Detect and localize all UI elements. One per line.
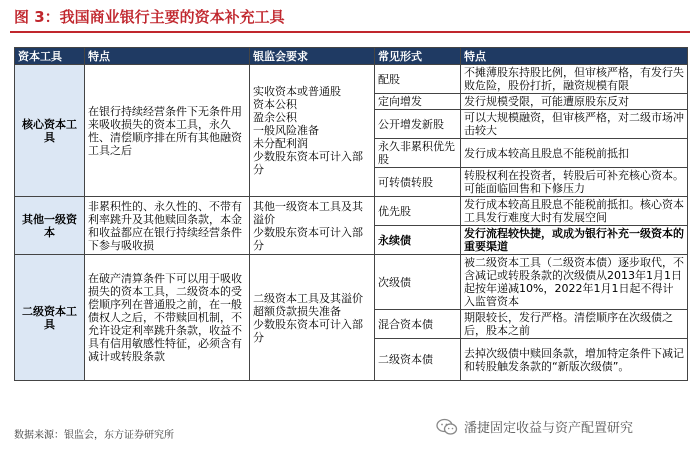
core-requirement-cell: 实收资本或普通股 资本公积 盈余公积 一般风险准备 未分配利润 少数股东资本可计入部分 <box>250 65 375 197</box>
form-feature-cell: 发行流程较快捷，或成为银行补充一级资本的重要渠道 <box>461 226 688 255</box>
form-name-cell: 混合资本债 <box>375 310 461 339</box>
form-name-cell: 优先股 <box>375 197 461 226</box>
source-note: 数据来源：银监会，东方证券研究所 <box>14 430 174 441</box>
form-feature-cell: 发行成本较高且股息不能税前抵扣。核心资本工具发行难度大时有发展空间 <box>461 197 688 226</box>
category-core-capital: 核心资本工具 <box>15 65 85 197</box>
form-name-cell: 永久非累积优先股 <box>375 139 461 168</box>
table-row <box>15 255 688 310</box>
form-feature-cell: 发行规模受限，可能遭原股东反对 <box>461 94 688 110</box>
form-feature-cell: 发行成本较高且股息不能税前抵扣 <box>461 139 688 168</box>
header-capital-tool: 资本工具 <box>15 48 85 65</box>
figure-title: 图 3：我国商业银行主要的资本补充工具 <box>14 8 285 26</box>
header-form-feature: 特点 <box>461 48 688 65</box>
form-feature-cell: 不摊薄股东持股比例，但审核严格，有发行失败危险，股份打折，融资规模有限 <box>461 65 688 94</box>
form-feature-cell: 去掉次级债中赎回条款，增加特定条件下减记和转股触发条款的“新版次级债”。 <box>461 339 688 381</box>
form-name-cell: 二级资本债 <box>375 339 461 381</box>
category-tier2: 二级资本工具 <box>15 255 85 381</box>
table-row <box>15 65 688 94</box>
form-feature-cell: 被二级资本工具（二级资本债）逐步取代，不含减记或转股条款的次级债从2013年1月1日起按年递减10%，2022年1月1日起不得计入监管资本 <box>461 255 688 310</box>
tier2-feature-cell: 在破产清算条件下可以用于吸收损失的资本工具，二级资本的受偿顺序列在普通股之前，在一般债权人之后，不带赎回机制，不允许设定利率跳升条款，收益不具有信用敏感性特征，必须含有减计或转股条款 <box>85 255 250 381</box>
header-regulator-requirement: 银监会要求 <box>250 48 375 65</box>
core-feature-cell: 在银行持续经营条件下无条件用来吸收损失的资本工具，永久性、清偿顺序排在所有其他融资工具之后 <box>85 65 250 197</box>
form-name-cell: 配股 <box>375 65 461 94</box>
watermark-text: 潘捷固定收益与资产配置研究 <box>464 421 634 436</box>
header-feature: 特点 <box>85 48 250 65</box>
table-row <box>15 197 688 226</box>
form-name-cell: 次级债 <box>375 255 461 310</box>
tier2-requirement-cell: 二级资本工具及其溢价 超额贷款损失准备 少数股东资本可计入部分 <box>250 255 375 381</box>
form-name-cell: 公开增发新股 <box>375 110 461 139</box>
tier1-requirement-cell: 其他一级资本工具及其溢价 少数股东资本可计入部分 <box>250 197 375 255</box>
header-common-form: 常见形式 <box>375 48 461 65</box>
form-name-cell: 可转债转股 <box>375 168 461 197</box>
tier1-feature-cell: 非累积性的、永久性的、不带有利率跳升及其他赎回条款，本金和收益都应在银行持续经营条件下参与吸收损 <box>85 197 250 255</box>
form-feature-cell: 转股权利在投资者，转股后可补充核心资本。可能面临回售和下修压力 <box>461 168 688 197</box>
title-rule <box>10 31 690 33</box>
wechat-icon <box>436 418 458 436</box>
form-name-cell: 定向增发 <box>375 94 461 110</box>
capital-tools-table <box>14 47 688 381</box>
form-name-cell: 永续债 <box>375 226 461 255</box>
header-row <box>15 48 688 65</box>
form-feature-cell: 可以大规模融资，但审核严格，对二级市场冲击较大 <box>461 110 688 139</box>
category-other-tier1: 其他一级资本 <box>15 197 85 255</box>
watermark <box>436 417 633 436</box>
form-feature-cell: 期限较长，发行严格。清偿顺序在次级债之后，股本之前 <box>461 310 688 339</box>
